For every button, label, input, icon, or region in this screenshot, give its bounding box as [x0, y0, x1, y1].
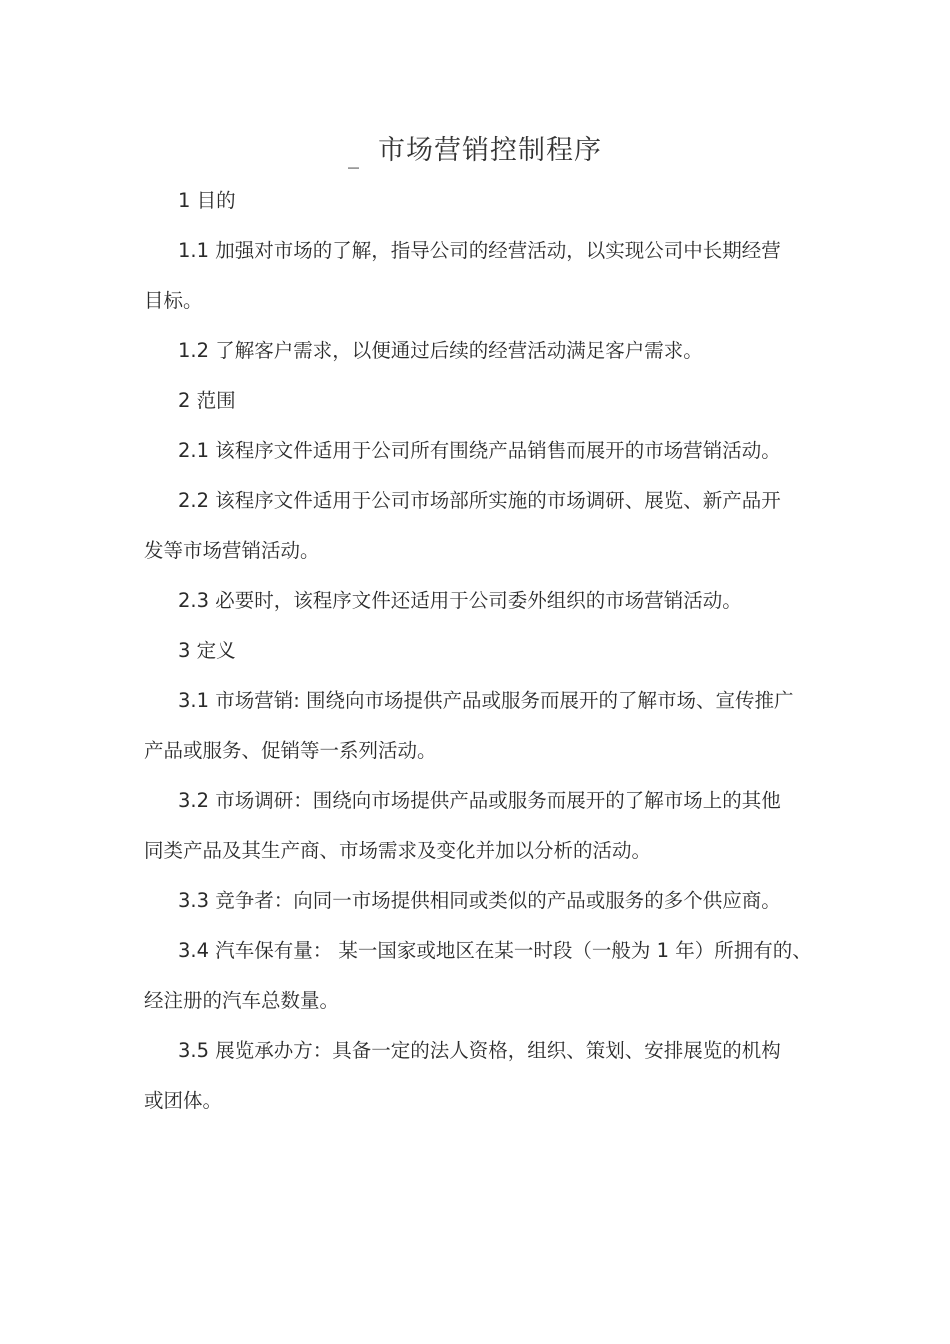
paragraph-line: 目标。: [144, 289, 203, 312]
document-title: 市场营销控制程序: [378, 135, 603, 166]
paragraph-line: 2.1 该程序文件适用于公司所有围绕产品销售而展开的市场营销活动。: [178, 439, 781, 462]
paragraph-line: 3.1 市场营销: 围绕向市场提供产品或服务而展开的了解市场、宣传推广: [178, 689, 794, 712]
paragraph-line: 经注册的汽车总数量。: [144, 989, 340, 1012]
paragraph-line: 2.3 必要时，该程序文件还适用于公司委外组织的市场营销活动。: [178, 589, 742, 612]
paragraph-line: 同类产品及其生产商、市场需求及变化并加以分析的活动。: [144, 839, 652, 862]
paragraph-line: 2.2 该程序文件适用于公司市场部所实施的市场调研、展览、新产品开: [178, 489, 781, 512]
paragraph-line: 3 定义: [178, 639, 236, 662]
title-row: [0, 128, 950, 168]
document-body: [144, 176, 824, 1126]
paragraph-line: 3.5 展览承办方：具备一定的法人资格，组织、策划、安排展览的机构: [178, 1039, 781, 1062]
paragraph-line: 1.1 加强对市场的了解，指导公司的经营活动，以实现公司中长期经营: [178, 239, 781, 262]
paragraph-line: 1.2 了解客户需求，以便通过后续的经营活动满足客户需求。: [178, 339, 703, 362]
paragraph-line: 3.4 汽车保有量： 某一国家或地区在某一时段（一般为 1 年）所拥有的、: [178, 939, 812, 962]
paragraph-line: 2 范围: [178, 389, 236, 412]
paragraph-line: 或团体。: [144, 1089, 223, 1112]
paragraph-line: 发等市场营销活动。: [144, 539, 320, 562]
title-mark: _: [347, 144, 359, 169]
paragraph-line: 1 目的: [178, 189, 236, 212]
paragraph-line: 3.2 市场调研：围绕向市场提供产品或服务而展开的了解市场上的其他: [178, 789, 781, 812]
paragraph-line: 3.3 竞争者：向同一市场提供相同或类似的产品或服务的多个供应商。: [178, 889, 781, 912]
paragraph-line: 产品或服务、促销等一系列活动。: [144, 739, 437, 762]
